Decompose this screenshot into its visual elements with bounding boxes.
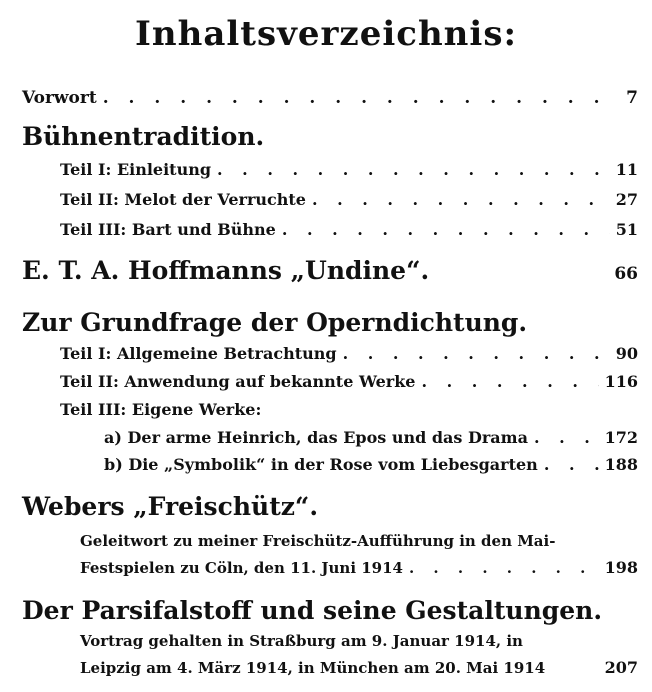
toc-entry-label: Vorwort	[22, 88, 97, 108]
toc-entry	[80, 658, 638, 677]
toc-entry	[60, 372, 638, 391]
toc-entry	[60, 344, 638, 363]
toc-entry	[80, 558, 638, 577]
section-heading-parsifal: Der Parsifalstoff und seine Gestaltungen.	[22, 596, 603, 625]
toc-entry-description: Geleitwort zu meiner Freischütz-Aufführung in den Mai-	[80, 532, 556, 550]
dot-leader	[103, 88, 620, 108]
page-number: 27	[615, 190, 638, 209]
page-number: 11	[615, 160, 638, 179]
page-number: 51	[615, 220, 638, 239]
toc-entry	[60, 220, 638, 239]
page-title: Inhaltsverzeichnis:	[134, 14, 518, 54]
section-heading-grundfrage: Zur Grundfrage der Operndichtung.	[22, 308, 528, 337]
dot-leader	[217, 160, 610, 179]
toc-entry-label: a) Der arme Heinrich, das Epos und das Drama	[104, 428, 528, 447]
toc-entry-label: Festspielen zu Cöln, den 11. Juni 1914	[80, 559, 403, 577]
dot-leader	[282, 220, 610, 239]
toc-subentry	[104, 428, 638, 447]
page-number: 207	[604, 658, 638, 677]
dot-leader	[421, 372, 598, 391]
dot-leader	[534, 428, 599, 447]
toc-entry	[60, 160, 638, 179]
dot-leader	[312, 190, 610, 209]
dot-leader	[544, 455, 599, 474]
page-number: 66	[614, 264, 638, 284]
toc-entry-vorwort	[22, 88, 638, 108]
toc-entry-label: Teil II: Anwendung auf bekannte Werke	[60, 372, 416, 391]
section-heading-buehnentradition: Bühnentradition.	[22, 122, 265, 151]
toc-entry-description: Vortrag gehalten in Straßburg am 9. Januar 1914, in	[80, 632, 523, 650]
toc-entry-hoffmann	[22, 256, 638, 285]
toc-entry-label: b) Die „Symbolik“ in der Rose vom Liebesgarten	[104, 455, 538, 474]
page-number: 172	[604, 428, 638, 447]
page-number: 90	[615, 344, 638, 363]
dot-leader	[343, 344, 610, 363]
page-number: 116	[604, 372, 638, 391]
toc-entry-label: Teil I: Allgemeine Betrachtung	[60, 344, 337, 363]
toc-entry-label: Teil III: Bart und Bühne	[60, 220, 276, 239]
dot-leader	[409, 559, 599, 577]
toc-entry	[60, 190, 638, 209]
toc-subentry	[104, 455, 638, 474]
toc-entry-label: Teil II: Melot der Verruchte	[60, 190, 306, 209]
page-number: 7	[626, 88, 638, 108]
section-heading-hoffmann: E. T. A. Hoffmanns „Undine“.	[22, 256, 430, 285]
page-number: 188	[604, 455, 638, 474]
toc-entry-label: Teil I: Einleitung	[60, 160, 212, 179]
toc-entry-label: Teil III: Eigene Werke:	[60, 400, 262, 419]
section-heading-freischuetz: Webers „Freischütz“.	[22, 492, 319, 521]
page-number: 198	[604, 558, 638, 577]
toc-entry-label: Leipzig am 4. März 1914, in München am 20. Mai 1914	[80, 659, 546, 677]
